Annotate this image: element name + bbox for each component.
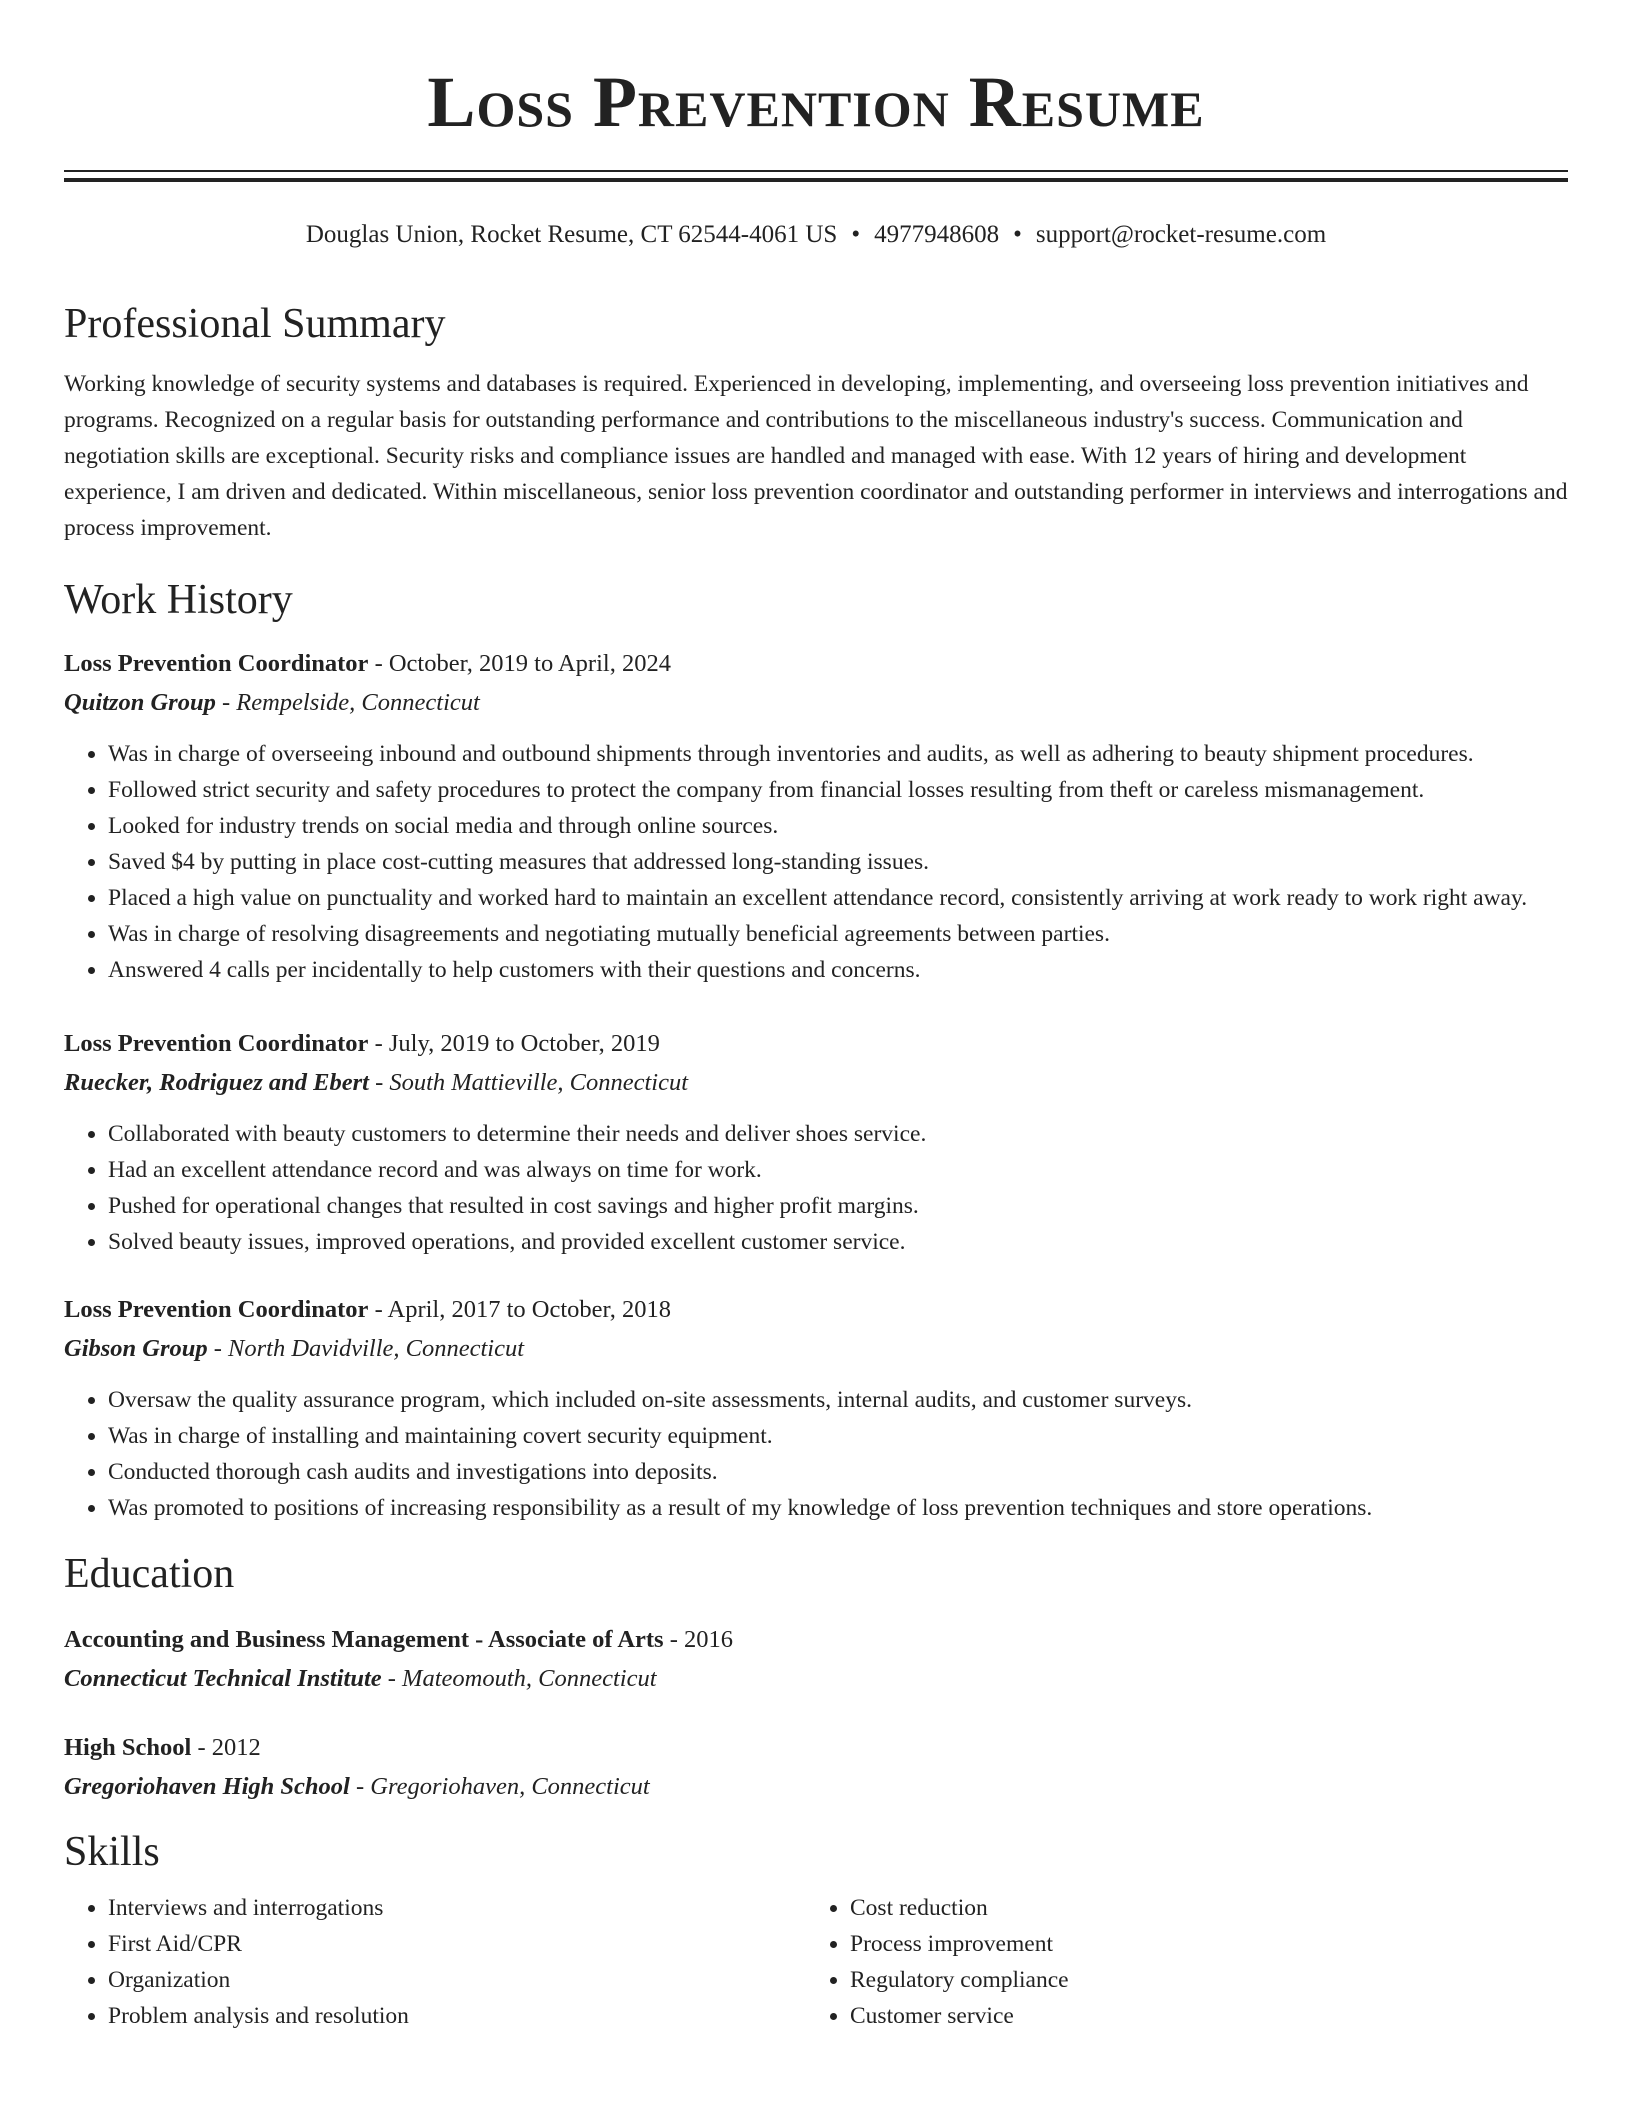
job-company: Quitzon Group (64, 689, 216, 716)
skill-item: • Organization (108, 1962, 806, 1998)
job-header (64, 1290, 1568, 1329)
job-location: - Rempelside, Connecticut (215, 689, 480, 716)
list-item: • Oversaw the quality assurance program, which included on-site assessments, internal audits, and customer surveys. (108, 1382, 1568, 1418)
job-bullets (64, 1116, 1568, 1260)
skills-heading: Skills (64, 1829, 160, 1875)
skill-item: • Interviews and interrogations (108, 1890, 806, 1926)
job-bullets (64, 1382, 1568, 1526)
job-employer (64, 683, 1568, 722)
education-school: Connecticut Technical Institute (64, 1665, 382, 1692)
list-item: • Placed a high value on punctuality and worked hard to maintain an excellent attendance record, consistently arriving at work ready to work right away. (108, 880, 1568, 916)
list-item: • Was in charge of installing and maintaining covert security equipment. (108, 1418, 1568, 1454)
education-heading: Education (64, 1551, 235, 1597)
education-entry (64, 1620, 1568, 1698)
work-history-heading: Work History (64, 577, 293, 623)
education-year: - 2012 (191, 1734, 261, 1761)
skills-grid (64, 1890, 1568, 2034)
job-role: Loss Prevention Coordinator (64, 1296, 369, 1323)
job-dates: - April, 2017 to October, 2018 (368, 1296, 671, 1323)
job-location: - North Davidville, Connecticut (207, 1335, 525, 1362)
skill-item: • First Aid/CPR (108, 1926, 806, 1962)
education-header (64, 1728, 1568, 1767)
job-header (64, 644, 1568, 683)
contact-separator: • (851, 221, 861, 248)
resume-page (64, 0, 1568, 2034)
skills-column-left (64, 1890, 806, 2034)
education-school-line (64, 1767, 1568, 1806)
summary-heading: Professional Summary (64, 301, 446, 347)
skills-column-right (806, 1890, 1548, 2034)
job-entry (64, 644, 1568, 988)
job-bullets (64, 736, 1568, 988)
list-item: • Was in charge of resolving disagreements and negotiating mutually beneficial agreements between parties. (108, 916, 1568, 952)
job-role: Loss Prevention Coordinator (64, 1030, 369, 1057)
list-item: • Solved beauty issues, improved operations, and provided excellent customer service. (108, 1224, 1568, 1260)
education-entry (64, 1728, 1568, 1806)
summary-text: Working knowledge of security systems and databases is required. Experienced in developing, implementing, and overseeing loss prevention initiatives and programs. Recognized on a regular basis for outstanding performance and contributions to the miscellaneous industry's success. Communication and negotiation skills are exceptional. Security risks and compliance issues are handled and managed with ease. With 12 years of hiring and development experience, I am driven and dedicated. Within miscellaneous, senior loss prevention coordinator and outstanding performer in interviews and interrogations and process improvement. (64, 371, 1568, 541)
skill-item: • Customer service (850, 1998, 1548, 2034)
education-school-line (64, 1659, 1568, 1698)
job-header (64, 1024, 1568, 1063)
education-location: - Mateomouth, Connecticut (381, 1665, 657, 1692)
job-location: - South Mattieville, Connecticut (368, 1069, 689, 1096)
list-item: • Saved $4 by putting in place cost-cutting measures that addressed long-standing issues. (108, 844, 1568, 880)
job-company: Gibson Group (64, 1335, 208, 1362)
job-dates: - July, 2019 to October, 2019 (368, 1030, 660, 1057)
job-employer (64, 1329, 1568, 1368)
contact-line (64, 218, 1568, 252)
skill-item: • Problem analysis and resolution (108, 1998, 806, 2034)
contact-email: support@rocket-resume.com (1035, 221, 1327, 248)
education-degree: High School (64, 1734, 192, 1761)
list-item: • Had an excellent attendance record and was always on time for work. (108, 1152, 1568, 1188)
list-item: • Looked for industry trends on social media and through online sources. (108, 808, 1568, 844)
list-item: • Conducted thorough cash audits and investigations into deposits. (108, 1454, 1568, 1490)
list-item: • Followed strict security and safety procedures to protect the company from financial losses resulting from theft or careless mismanagement. (108, 772, 1568, 808)
contact-address: Douglas Union, Rocket Resume, CT 62544-4061 US (305, 221, 838, 248)
list-item: • Pushed for operational changes that resulted in cost savings and higher profit margins. (108, 1188, 1568, 1224)
title-divider-thick (64, 178, 1568, 182)
contact-separator: • (1013, 221, 1022, 248)
title-divider-thin (64, 170, 1568, 172)
education-school: Gregoriohaven High School (64, 1773, 350, 1800)
education-location: - Gregoriohaven, Connecticut (349, 1773, 650, 1800)
list-item: • Answered 4 calls per incidentally to help customers with their questions and concerns. (108, 952, 1568, 988)
job-dates: - October, 2019 to April, 2024 (368, 650, 671, 677)
page-title: Loss Prevention Resume (427, 62, 1205, 142)
skill-item: • Regulatory compliance (850, 1962, 1548, 1998)
list-item: • Collaborated with beauty customers to determine their needs and deliver shoes service. (108, 1116, 1568, 1152)
skill-item: • Cost reduction (850, 1890, 1548, 1926)
job-role: Loss Prevention Coordinator (64, 650, 369, 677)
education-header (64, 1620, 1568, 1659)
job-entry (64, 1024, 1568, 1260)
education-year: - 2016 (663, 1626, 734, 1653)
contact-phone: 4977948608 (874, 221, 1000, 248)
job-entry (64, 1290, 1568, 1526)
list-item: • Was promoted to positions of increasing responsibility as a result of my knowledge of loss prevention techniques and store operations. (108, 1490, 1568, 1526)
education-degree: Accounting and Business Management - Associate of Arts (64, 1626, 664, 1653)
job-employer (64, 1063, 1568, 1102)
skill-item: • Process improvement (850, 1926, 1548, 1962)
job-company: Ruecker, Rodriguez and Ebert (64, 1069, 369, 1096)
list-item: • Was in charge of overseeing inbound and outbound shipments through inventories and audits, as well as adhering to beauty shipment procedures. (108, 736, 1568, 772)
